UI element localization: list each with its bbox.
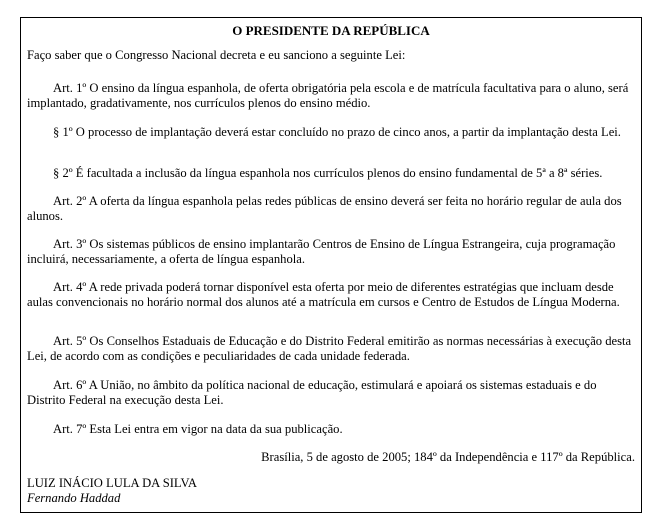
document-heading: O PRESIDENTE DA REPÚBLICA xyxy=(232,23,430,38)
date-line: Brasília, 5 de agosto de 2005; 184º da Independência e 117º da República. xyxy=(261,450,635,464)
article-1-paragraph-1: § 1º O processo de implantação deverá estar concluído no prazo de cinco anos, a partir da implantação desta Lei. xyxy=(53,125,621,139)
article-4: Art. 4º A rede privada poderá tornar disponível esta oferta por meio de diferentes estratégias que incluam desde aulas convencionais no horário normal dos alunos até a matrícula em cursos e Centro de Estudos de Língua Moderna. xyxy=(27,280,620,310)
article-5: Art. 5º Os Conselhos Estaduais de Educação e do Distrito Federal emitirão as normas necessárias à execução desta Lei, de acordo com as condições e peculiaridades de cada unidade federada. xyxy=(27,334,632,364)
article-6: Art. 6º A União, no âmbito da política nacional de educação, estimulará e apoiará os sistemas estaduais e do Distrito Federal na execução desta Lei. xyxy=(27,378,597,408)
signature-president: LUIZ INÁCIO LULA DA SILVA xyxy=(27,476,198,490)
article-3: Art. 3º Os sistemas públicos de ensino implantarão Centros de Ensino de Língua Estrangeira, cuja programação incluirá, necessariamente, a oferta de língua espanhola. xyxy=(27,237,616,267)
article-2: Art. 2º A oferta da língua espanhola pelas redes públicas de ensino deverá ser feita no horário regular de aula dos alunos. xyxy=(27,194,622,224)
article-1-paragraph-2: § 2º É facultada a inclusão da língua espanhola nos currículos plenos do ensino fundamental de 5ª a 8ª séries. xyxy=(53,166,603,180)
signature-minister: Fernando Haddad xyxy=(27,491,121,505)
intro-line: Faço saber que o Congresso Nacional decreta e eu sanciono a seguinte Lei: xyxy=(27,48,406,62)
law-document xyxy=(20,17,642,513)
article-1: Art. 1º O ensino da língua espanhola, de oferta obrigatória pela escola e de matrícula facultativa para o aluno, será implantado, gradativamente, nos currículos plenos do ensino médio. xyxy=(27,81,629,111)
article-7: Art. 7º Esta Lei entra em vigor na data da sua publicação. xyxy=(53,422,343,436)
